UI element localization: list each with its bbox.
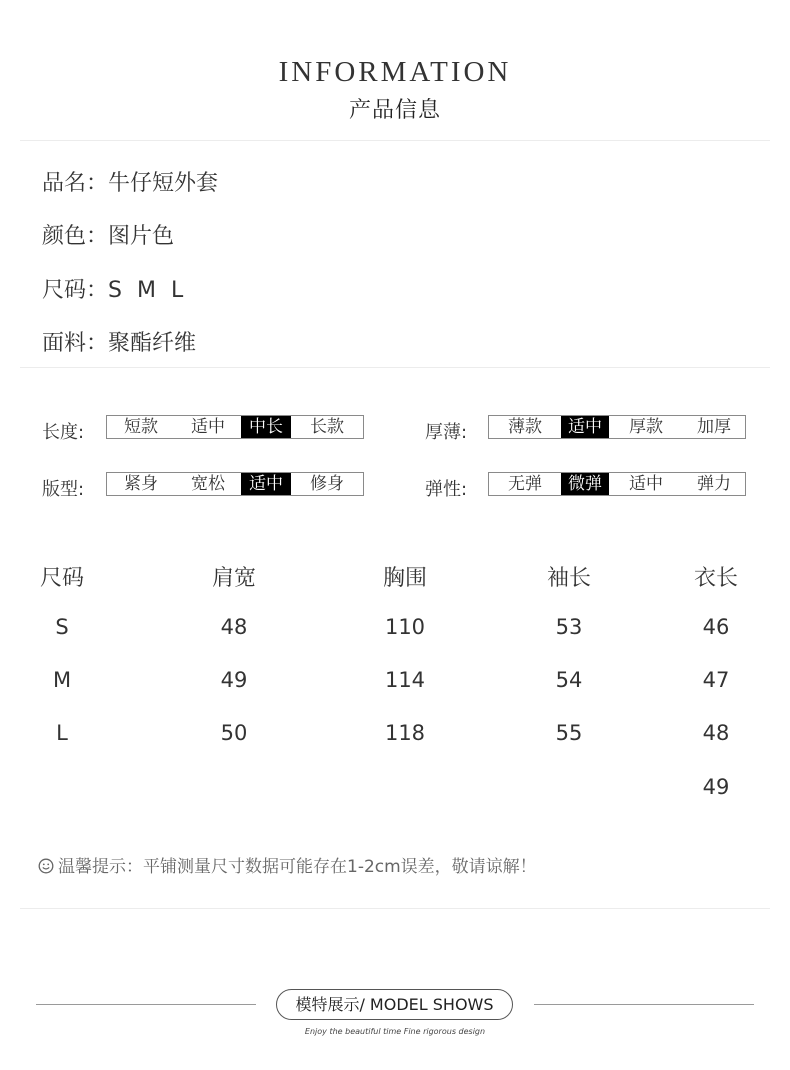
- footer-subcaption: Enjoy the beautiful time Fine rigorous design: [304, 1027, 486, 1036]
- table-cell: 47: [702, 668, 730, 692]
- info-row-fabric: [42, 326, 196, 357]
- info-label: 颜色：: [42, 224, 109, 249]
- table-cell: 118: [384, 721, 426, 745]
- segment-option-selected: 适中: [561, 416, 609, 438]
- table-cell: 48: [702, 721, 730, 745]
- info-label: 尺码：: [42, 278, 109, 303]
- table-cell: M: [52, 668, 72, 692]
- info-row-name: [42, 166, 218, 197]
- divider: [20, 908, 770, 909]
- info-row-size: [42, 273, 183, 304]
- segment-option: 适中: [191, 417, 225, 437]
- table-header: 尺码: [39, 566, 84, 591]
- footer-line-right: [534, 1004, 754, 1005]
- attr-label-fit: 版型:: [42, 479, 85, 500]
- table-cell: S: [55, 615, 69, 639]
- table-cell: 50: [220, 721, 248, 745]
- segment-option: 薄款: [508, 417, 542, 437]
- segment-option: 无弹: [508, 474, 542, 494]
- segment-length: [106, 415, 364, 439]
- table-cell: 54: [555, 668, 583, 692]
- table-header: 胸围: [382, 566, 427, 591]
- info-label: 品名：: [42, 171, 109, 196]
- info-label: 面料：: [42, 331, 109, 356]
- segment-option: 紧身: [124, 474, 158, 494]
- info-value: S M L: [108, 278, 184, 303]
- segment-thickness: [488, 415, 746, 439]
- segment-elasticity: [488, 472, 746, 496]
- info-value: 牛仔短外套: [108, 171, 219, 196]
- table-cell: 55: [555, 721, 583, 745]
- segment-option-selected: 微弹: [561, 473, 609, 495]
- table-cell: 114: [384, 668, 426, 692]
- footer-line-left: [36, 1004, 256, 1005]
- segment-option: 宽松: [191, 474, 225, 494]
- smile-icon: [38, 858, 54, 874]
- info-value: 聚酯纤维: [108, 331, 197, 356]
- segment-option: 弹力: [697, 474, 731, 494]
- segment-option-selected: 适中: [241, 473, 291, 495]
- segment-fit: [106, 472, 364, 496]
- attr-label-thickness: 厚薄:: [425, 422, 468, 443]
- table-cell: 53: [555, 615, 583, 639]
- attr-label-elasticity: 弹性:: [425, 479, 468, 500]
- segment-option: 适中: [629, 474, 663, 494]
- segment-option: 修身: [310, 474, 344, 494]
- table-cell: L: [56, 721, 68, 745]
- table-header: 衣长: [693, 566, 738, 591]
- table-cell: 48: [220, 615, 248, 639]
- table-cell: 49: [702, 775, 730, 799]
- info-value: 图片色: [108, 224, 175, 249]
- measurement-tip: [38, 852, 537, 877]
- title-english: INFORMATION: [278, 56, 512, 88]
- segment-option: 短款: [124, 417, 158, 437]
- attr-label-length: 长度:: [42, 422, 85, 443]
- table-cell: 46: [702, 615, 730, 639]
- segment-option: 加厚: [697, 417, 731, 437]
- divider: [20, 367, 770, 368]
- segment-option: 厚款: [629, 417, 663, 437]
- segment-option: 长款: [310, 417, 344, 437]
- divider: [20, 140, 770, 141]
- table-header: 袖长: [546, 566, 591, 591]
- table-cell: 110: [384, 615, 426, 639]
- model-shows-pill: 模特展示/ MODEL SHOWS: [276, 989, 513, 1020]
- title-chinese: 产品信息: [348, 98, 441, 123]
- segment-option-selected: 中长: [241, 416, 291, 438]
- table-cell: 49: [220, 668, 248, 692]
- tip-text: 温馨提示：平铺测量尺寸数据可能存在1-2cm误差，敬请谅解！: [58, 857, 537, 877]
- table-header: 肩宽: [211, 566, 256, 591]
- info-row-color: [42, 219, 174, 250]
